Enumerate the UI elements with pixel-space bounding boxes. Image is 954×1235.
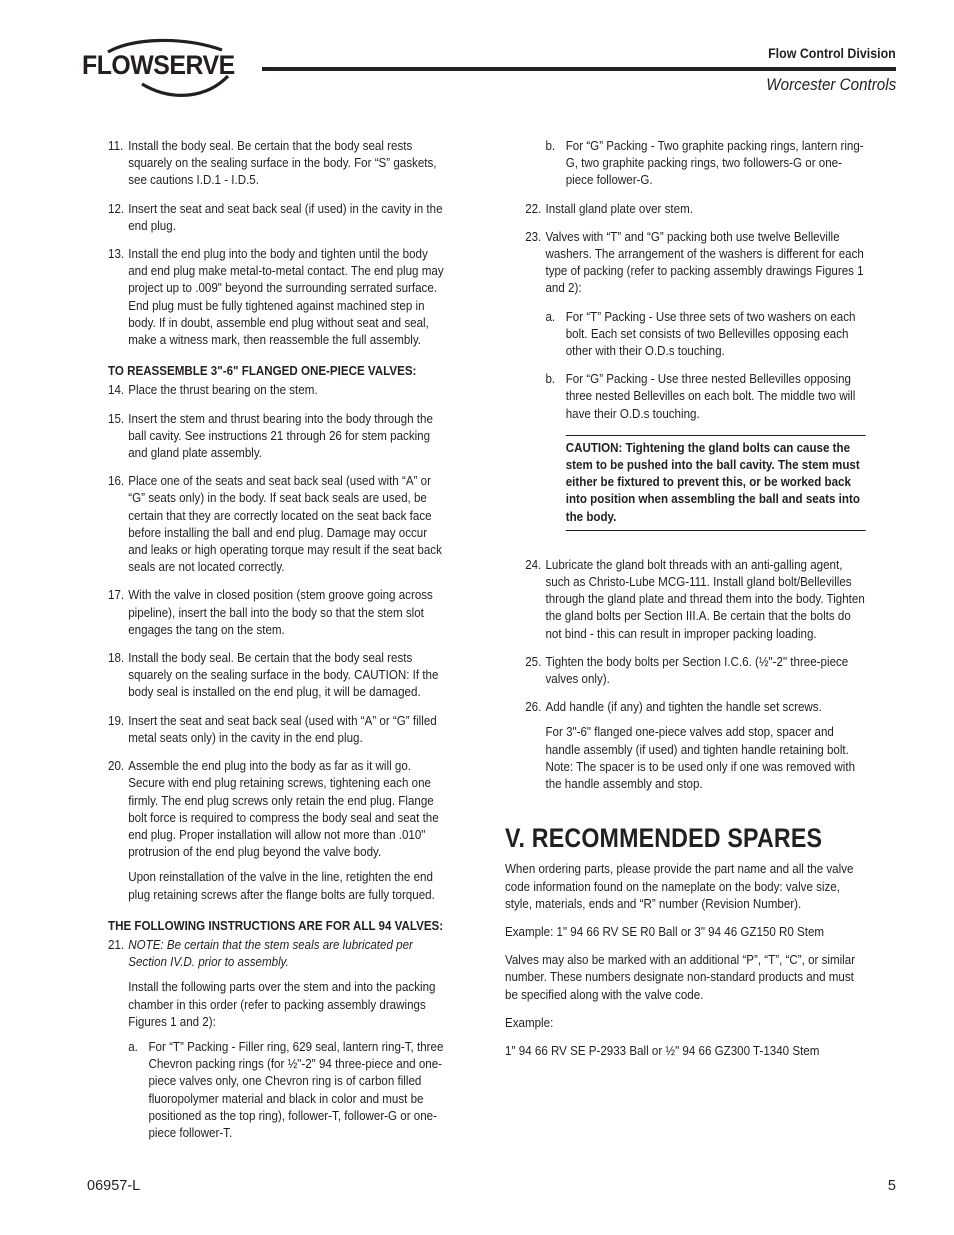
step-23b: b. For “G” Packing - Use three nested Bellevilles opposing three nested Bellevilles on each bolt. The middle two will have their O.D.s touching. <box>545 372 856 421</box>
step-21: 21. NOTE: Be certain that the stem seals are lubricated per Section IV.D. prior to assembly. Install the following parts over the stem and into the packing chamber in this order (refer to packing assembly drawings Figures 1 and 2): <box>108 937 436 1029</box>
step-11: 11. Install the body seal. Be certain that the body seal rests squarely on the sealing surface in the body. For “S” gaskets, see cautions I.D.1 - I.D.5. <box>108 139 437 188</box>
step-23: 23. Valves with “T” and “G” packing both use twelve Belleville washers. The arrangement of the washers is different for each type of packing (refer to packing assembly drawings Figures 1 and 2): <box>525 229 864 296</box>
step-18: 18. Install the body seal. Be certain that the body seal rests squarely on the sealing surface in the body. CAUTION: If the body seal is installed on the end plug, it will be damaged. <box>108 651 439 700</box>
step-21b: b. For “G” Packing - Two graphite packing rings, lantern ring-G, two graphite packing rings, two followers-G or one-piece follower-G. <box>545 139 864 188</box>
step-15: 15. Insert the stem and thrust bearing into the body through the ball cavity. See instructions 21 through 26 for stem packing and gland plate assembly. <box>108 411 433 461</box>
brand-wordmark: FLOWSERVE <box>82 50 235 80</box>
step-21a: a. For “T” Packing - Filler ring, 629 seal, lantern ring-T, three Chevron packing rings (for ½"-2" 94 three-piece and one-piece valves only, one Chevron ring is of carbon filled fluoropolymer material and black in color and must be positioned as the top ring), follower-T, follower-G or one-piece follower-T. <box>128 1039 444 1140</box>
spares-paragraph: Valves may also be marked with an additional “P”, “T”, “C”, or similar number. These numbers designate non-standard products and must be specified along with the valve code. <box>505 953 856 1002</box>
step-16: 16. Place one of the seats and seat back seal (used with “A” or “G” seats only) in the body. If seat back seals are used, be certain that they are correctly located on the seat back face before installing the ball and end plug. Damage may occur and leaks or high operating torque may result if the seat back seals are not located correctly. <box>108 474 442 575</box>
step-20: 20. Assemble the end plug into the body as far as it will go. Secure with end plug retaining screws, tightening each one firmly. The end plug screws only retain the end plug. Flange bolt force is required to compress the body seal and seat the end plug. Proper installation will allow not more than .010" protrusion of the end plug beyond the valve body. Upon reinstallation of the valve in the line, retighten the end plug retaining screws after the flange bolts are fully torqued. <box>108 759 439 902</box>
page-number: 5 <box>887 1178 896 1194</box>
section-title-spares: V. RECOMMENDED SPARES <box>505 823 823 854</box>
step-17: 17. With the valve in closed position (stem groove going across pipeline), insert the ball into the body so that the stem slot engages the tang on the stem. <box>108 588 433 637</box>
step-14: 14. Place the thrust bearing on the stem. <box>108 383 318 398</box>
step-12: 12. Insert the seat and seat back seal (if used) in the cavity in the end plug. <box>108 201 443 233</box>
document-number: 06957-L <box>87 1178 141 1194</box>
spares-paragraph: When ordering parts, please provide the part name and all the valve code information found on the nameplate on the body: valve size, style, materials, ends and “R” number (Revision Number). <box>505 862 854 911</box>
step-19: 19. Insert the seat and seat back seal (used with “A” or “G” filled metal seats only) in the cavity in the end plug. <box>108 713 437 745</box>
step-22: 22. Install gland plate over stem. <box>525 201 693 216</box>
step-26: 26. Add handle (if any) and tighten the handle set screws. For 3"-6" flanged one-piece valves add stop, spacer and handle assembly (if used) and tighten handle retaining bolt. Note: The spacer is to be used only if one was removed with the handle assembly and stop. <box>525 700 856 792</box>
spares-example-label: Example: <box>505 1015 554 1030</box>
left-column <box>108 138 478 1153</box>
spares-example-2: 1" 94 66 RV SE P-2933 Ball or ½" 94 66 GZ300 T-1340 Stem <box>505 1043 820 1058</box>
step-13: 13. Install the end plug into the body and tighten until the body and end plug make metal-to-metal contact. The end plug may project up to .009" beyond the surrounding serrated surface. End plug must be fully tightened against machined step in body. If in doubt, assemble end plug without seat and seal, make a witness mark, then reassemble the full assembly. <box>108 247 444 348</box>
step-23a: a. For “T” Packing - Use three sets of two washers on each bolt. Each set consists of two Bellevilles opposing each other with their O.D.s touching. <box>545 309 856 359</box>
caution-box: CAUTION: Tightening the gland bolts can cause the stem to be pushed into the ball cavity. The stem must either be fixtured to prevent this, or be worked back into position when assembling the ball and seats into the body. <box>566 435 866 531</box>
division-title: Flow Control Division <box>768 46 896 61</box>
section-heading-94-valves: THE FOLLOWING INSTRUCTIONS ARE FOR ALL 94 VALVES: <box>108 918 444 933</box>
right-column <box>505 138 897 1071</box>
step-24: 24. Lubricate the gland bolt threads with an anti-galling agent, such as Christo-Lube MCG-111. Install gland bolt/Bellevilles through the gland plate and thread them into the body. Tighten the gland bolts per Section III.A. Be certain that the bolts do not bind - this can result in improper packing loading. <box>525 557 865 641</box>
header-rule <box>262 67 896 71</box>
section-heading-flanged: TO REASSEMBLE 3"-6" FLANGED ONE-PIECE VALVES: <box>108 364 417 379</box>
spares-example-1: Example: 1" 94 66 RV SE R0 Ball or 3" 94 46 GZ150 R0 Stem <box>505 924 825 939</box>
step-25: 25. Tighten the body bolts per Section I.C.6. (½"-2" three-piece valves only). <box>525 654 849 687</box>
subbrand-title: Worcester Controls <box>766 76 896 94</box>
